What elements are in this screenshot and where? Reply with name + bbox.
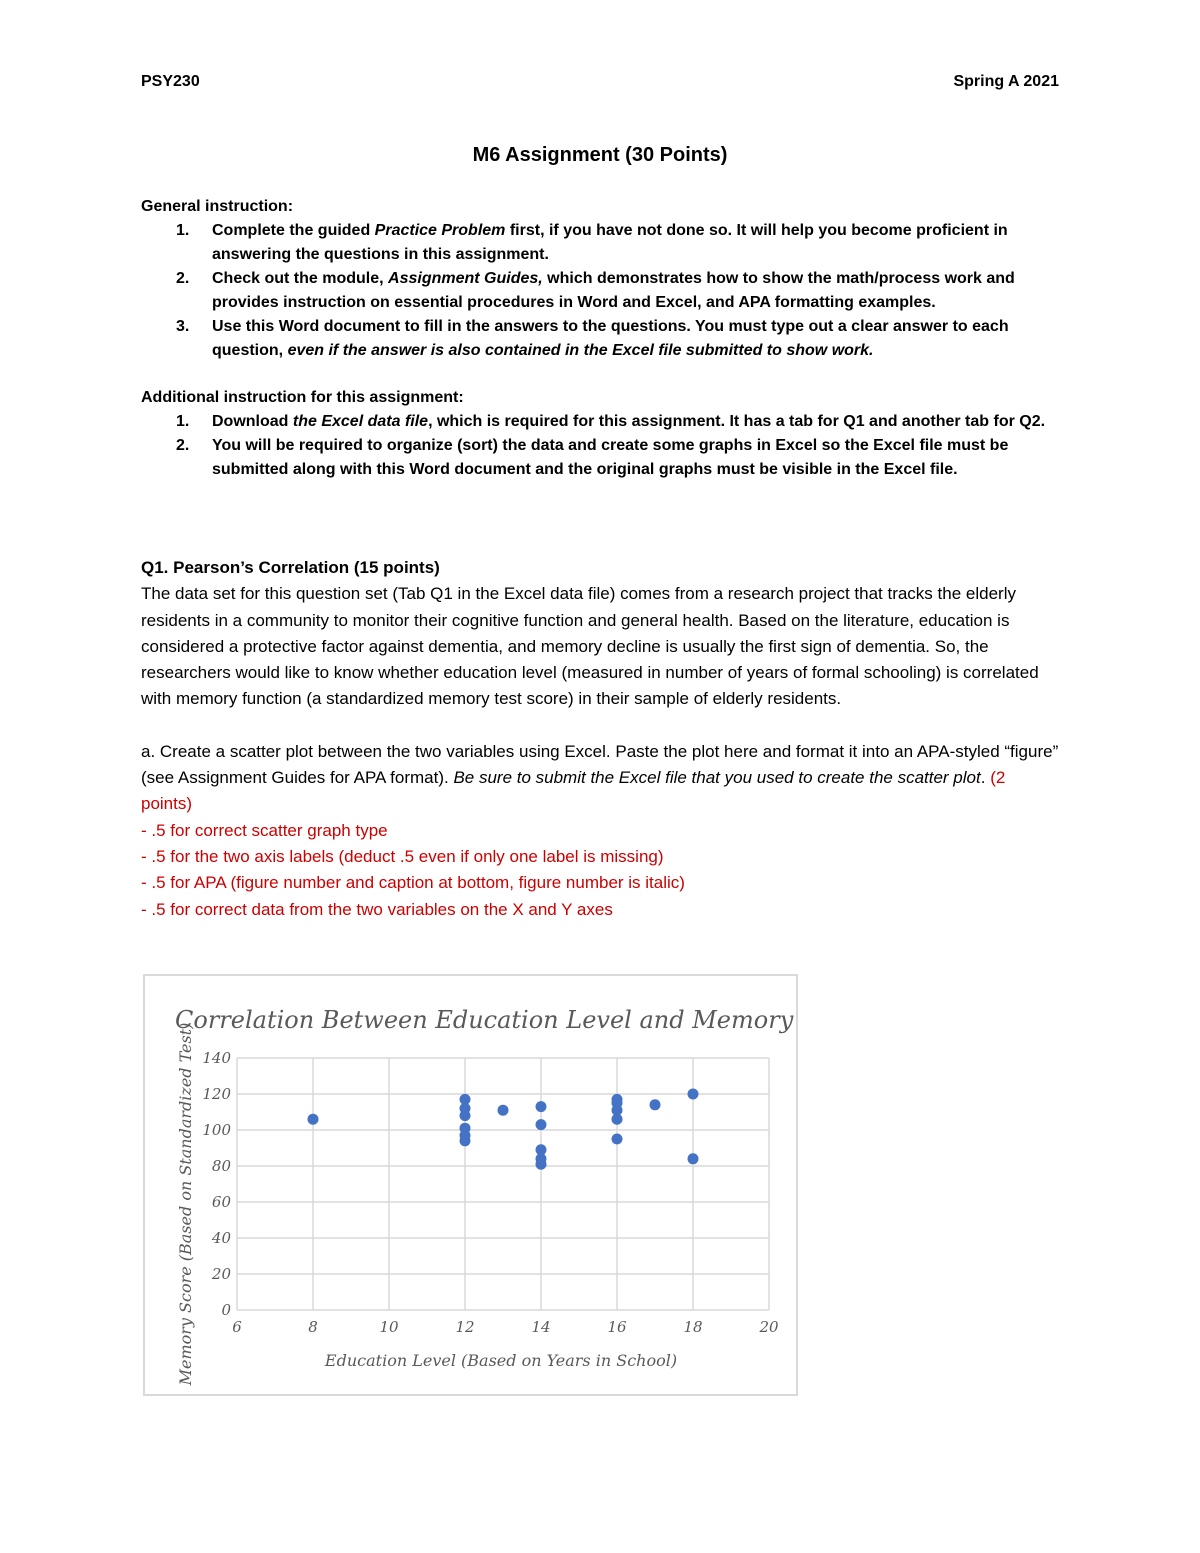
y-axis-label: Memory Score (Based on Standardized Test) — [176, 1022, 195, 1386]
data-point — [536, 1119, 547, 1130]
chart-title: Correlation Between Education Level and Memory — [175, 1006, 794, 1034]
header-course: PSY230 — [141, 73, 200, 90]
general-item-2-text: Check out the module, — [212, 270, 389, 287]
part-a-after: . — [980, 768, 991, 788]
data-point — [536, 1159, 547, 1170]
general-item-3-emphasis: even if the answer is also contained in the Excel file submitted to show work. — [287, 342, 874, 359]
additional-item-2 — [141, 434, 1061, 482]
general-item-1-rest: first, if you have not done so. It will help you become proficient in answering the questions in this assignment. — [212, 222, 1008, 263]
general-item-2-rest: which demonstrates how to show the math/process work and provides instruction on essential procedures in Word and Excel, and APA formatting examples. — [212, 270, 1015, 311]
q1-body: The data set for this question set (Tab Q1 in the Excel data file) comes from a research project that tracks the elderly residents in a community to monitor their cognitive function and general health. Based on the literature, education is considered a protective factor against dementia, and memory decline is usually the first sign of dementia. So, the researchers would like to know whether education level (measured in number of years of formal schooling) is correlated with memory function (a standardized memory test score) in their sample of elderly residents. — [141, 584, 1039, 709]
q1-part-a — [141, 739, 1061, 818]
list-number: 2. — [176, 270, 190, 287]
y-tick-label: 0 — [221, 1301, 231, 1319]
x-tick-label: 6 — [232, 1318, 242, 1336]
data-point — [308, 1114, 319, 1125]
y-tick-label: 40 — [211, 1229, 231, 1247]
y-tick-label: 140 — [202, 1049, 231, 1067]
x-tick-label: 18 — [683, 1318, 703, 1336]
additional-item-1-rest: , which is required for this assignment. It has a tab for Q1 and another tab for Q2. — [428, 413, 1046, 430]
general-item-3-text: Use this Word document to fill in the answers to the questions. You must type out a clear answer to each question, — [212, 318, 1009, 359]
data-point — [688, 1089, 699, 1100]
list-number: 3. — [176, 318, 190, 335]
part-a-italic: Be sure to submit the Excel file that you used to create the scatter plot — [453, 768, 981, 788]
additional-item-2-text: You will be required to organize (sort) the data and create some graphs in Excel so the Excel file must be submitted along with this Word document and the original graphs must be visible in the Excel file. — [212, 437, 1009, 478]
additional-instruction-heading: Additional instruction for this assignment: — [141, 389, 464, 406]
scatter-chart — [143, 974, 798, 1396]
additional-instruction-section — [141, 386, 1061, 482]
list-number: 1. — [176, 413, 190, 430]
data-point — [612, 1114, 623, 1125]
rubric-item: - .5 for correct data from the two variables on the X and Y axes — [141, 899, 613, 919]
list-number: 2. — [176, 437, 190, 454]
data-point — [460, 1110, 471, 1121]
additional-item-1 — [141, 410, 1061, 434]
q1-section — [141, 555, 1061, 923]
q1-heading: Q1. Pearson’s Correlation (15 points) — [141, 558, 440, 577]
data-point — [650, 1099, 661, 1110]
y-tick-label: 60 — [211, 1193, 231, 1211]
page-title: M6 Assignment (30 Points) — [472, 144, 728, 166]
rubric-item: - .5 for APA (figure number and caption at bottom, figure number is italic) — [141, 873, 685, 893]
data-point — [460, 1135, 471, 1146]
additional-item-1-emphasis: the Excel data file — [292, 413, 429, 430]
general-instruction-heading: General instruction: — [141, 198, 294, 215]
x-tick-label: 10 — [379, 1318, 399, 1336]
header-term: Spring A 2021 — [953, 73, 1059, 90]
general-item-1-text: Complete the guided — [212, 222, 375, 239]
data-point — [688, 1153, 699, 1164]
x-axis-label: Education Level (Based on Years in School) — [324, 1351, 678, 1370]
x-tick-label: 14 — [531, 1318, 551, 1336]
y-tick-label: 120 — [202, 1085, 231, 1103]
data-point — [498, 1105, 509, 1116]
x-tick-label: 20 — [759, 1318, 779, 1336]
scatter-chart-svg — [145, 976, 796, 1394]
x-tick-label: 8 — [308, 1318, 318, 1336]
general-item-3 — [141, 315, 1061, 363]
rubric-item: - .5 for the two axis labels (deduct .5 even if only one label is missing) — [141, 846, 664, 866]
general-item-2 — [141, 267, 1061, 315]
rubric-item: - .5 for correct scatter graph type — [141, 820, 388, 840]
y-tick-label: 100 — [202, 1121, 231, 1139]
additional-item-1-text: Download — [212, 413, 293, 430]
y-tick-label: 80 — [211, 1157, 231, 1175]
data-point — [612, 1134, 623, 1145]
y-tick-label: 20 — [211, 1265, 231, 1283]
general-item-2-emphasis: Assignment Guides, — [388, 270, 543, 287]
part-a-points: (2 points) — [141, 768, 1006, 814]
general-item-1-emphasis: Practice Problem — [374, 222, 506, 239]
data-point — [536, 1101, 547, 1112]
general-instruction-section — [141, 195, 1061, 363]
x-tick-label: 12 — [455, 1318, 475, 1336]
x-tick-label: 16 — [607, 1318, 627, 1336]
general-item-1 — [141, 219, 1061, 267]
part-a-text: a. Create a scatter plot between the two variables using Excel. Paste the plot here and format it into an APA-styled “figure” (see Assignment Guides for APA format). — [141, 741, 1059, 788]
list-number: 1. — [176, 222, 190, 239]
